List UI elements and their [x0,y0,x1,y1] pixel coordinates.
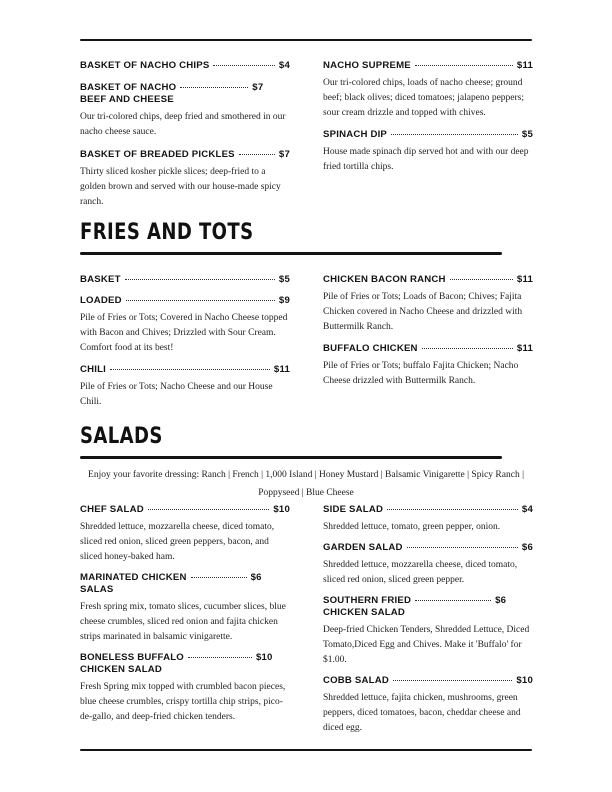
item-name: CHEF SALAD [80,504,144,515]
item-name: NACHO SUPREME [323,60,411,71]
item-price: $4 [278,60,290,71]
item-name-continued: CHICKEN SALAD [323,607,406,618]
item-name: BASKET [80,274,121,285]
item-name: GARDEN SALAD [323,542,403,553]
menu-item [323,504,533,535]
menu-item [323,129,533,175]
item-price: $11 [516,60,533,71]
salads-left-column [80,504,290,732]
bottom-divider [80,749,532,751]
menu-item [80,364,290,410]
item-description: Pile of Fries or Tots; Loads of Bacon; Chives; Fajita Chicken covered in Nacho Cheese and drizzled with Buttermilk Ranch. [323,292,523,332]
item-description: House made spinach dip served hot and with our deep fried tortilla chips. [323,147,529,172]
item-description: Pile of Fries or Tots; buffalo Fajita Chicken; Nacho Cheese drizzled with Buttermilk Ranch. [323,361,519,386]
menu-item [323,542,533,588]
item-name: CHILI [80,364,107,375]
item-description: Shredded lettuce, tomato, green pepper, onion. [323,522,501,532]
item-name: COBB SALAD [323,675,389,686]
menu-item [323,595,533,668]
menu-item [80,274,290,286]
menu-item [323,60,533,121]
item-name: LOADED [80,295,122,306]
menu-item [323,675,533,736]
item-price: $6 [250,572,262,583]
item-description: Pile of Fries or Tots; Nacho Cheese and our House Chili. [80,382,273,407]
item-price: $5 [278,274,290,285]
item-name: MARINATED CHICKEN [80,572,187,583]
item-name: BASKET OF BREADED PICKLES [80,149,235,160]
item-price: $10 [516,675,533,686]
item-description: Shredded lettuce, mozzarella cheese, diced tomato, sliced red onion, sliced green pepper. [323,560,518,585]
fries-right-column [323,274,533,396]
item-price: $11 [516,343,533,354]
item-price: $6 [521,542,533,553]
menu-item [80,149,290,210]
item-name: BASKET OF NACHO CHIPS [80,60,210,71]
item-name: BUFFALO CHICKEN [323,343,418,354]
appetizers-right-column [323,60,533,182]
item-description: Fresh Spring mix topped with crumbled bacon pieces, blue cheese crumbles, crispy tortilla chip strips, pico-de-gallo, and deep-fried chicken tenders. [80,682,286,722]
item-name: BONELESS BUFFALO [80,652,184,663]
item-name-continued: SALAS [80,584,114,595]
item-description: Deep-fried Chicken Tenders, Shredded Lettuce, Diced Tomato,Diced Egg and Chives. Make it 'Buffalo' for $1.00. [323,625,530,665]
item-price: $7 [278,149,290,160]
item-price: $9 [278,295,290,306]
dressing-options: Enjoy your favorite dressing: Ranch | French | 1,000 Island | Honey Mustard | Balsamic Vinigarette | Spicy Ranch | Poppyseed | Blue Cheese [88,470,524,498]
item-description: Our tri-colored chips, deep fried and smothered in our nacho cheese sauce. [80,112,286,137]
item-name: SPINACH DIP [323,129,388,140]
item-name-continued: CHICKEN SALAD [80,664,163,675]
item-price: $5 [521,129,533,140]
fries-divider [80,252,502,255]
menu-item [80,504,290,565]
fries-left-column [80,274,290,417]
item-name: SOUTHERN FRIED [323,595,412,606]
item-description: Pile of Fries or Tots; Covered in Nacho Cheese topped with Bacon and Chives; Drizzled with Sour Cream. Comfort food at its best! [80,313,288,353]
appetizers-left-column [80,60,290,217]
salads-divider [80,456,502,459]
item-name: CHICKEN BACON RANCH [323,274,446,285]
menu-item [80,652,290,725]
top-divider [80,39,532,41]
salads-right-column [323,504,533,743]
item-price: $11 [516,274,533,285]
item-description: Fresh spring mix, tomato slices, cucumber slices, blue cheese crumbles, sliced red onion and fajita chicken strips marinated in balsamic vinigarette. [80,602,286,642]
menu-item [323,274,533,335]
menu-item [80,572,290,645]
item-price: $11 [273,364,290,375]
item-price: $4 [521,504,533,515]
menu-item [80,82,290,140]
item-price: $10 [273,504,290,515]
section-title-salads: SALADS [80,424,163,449]
menu-item [323,343,533,389]
item-name: SIDE SALAD [323,504,384,515]
item-name-continued: BEEF AND CHEESE [80,94,174,105]
menu-item [80,295,290,356]
item-description: Our tri-colored chips, loads of nacho cheese; ground beef; black olives; diced tomatoes; jalapeno peppers; sour cream drizzle and topped with chives. [323,78,525,118]
item-name: BASKET OF NACHO [80,82,177,93]
item-description: Shredded lettuce, fajita chicken, mushrooms, green peppers, diced tomatoes, bacon, cheddar cheese and diced egg. [323,693,521,733]
item-price: $10 [255,652,273,663]
section-title-fries: FRIES AND TOTS [80,220,254,245]
item-price: $7 [252,82,264,93]
item-description: Thirty sliced kosher pickle slices; deep-fried to a golden brown and served with our house-made spicy ranch. [80,167,281,207]
menu-item [80,60,290,72]
item-price: $6 [495,595,507,606]
item-description: Shredded lettuce, mozzarella cheese, diced tomato, sliced red onion, sliced green peppers, bacon, and sliced honey-baked ham. [80,522,275,562]
